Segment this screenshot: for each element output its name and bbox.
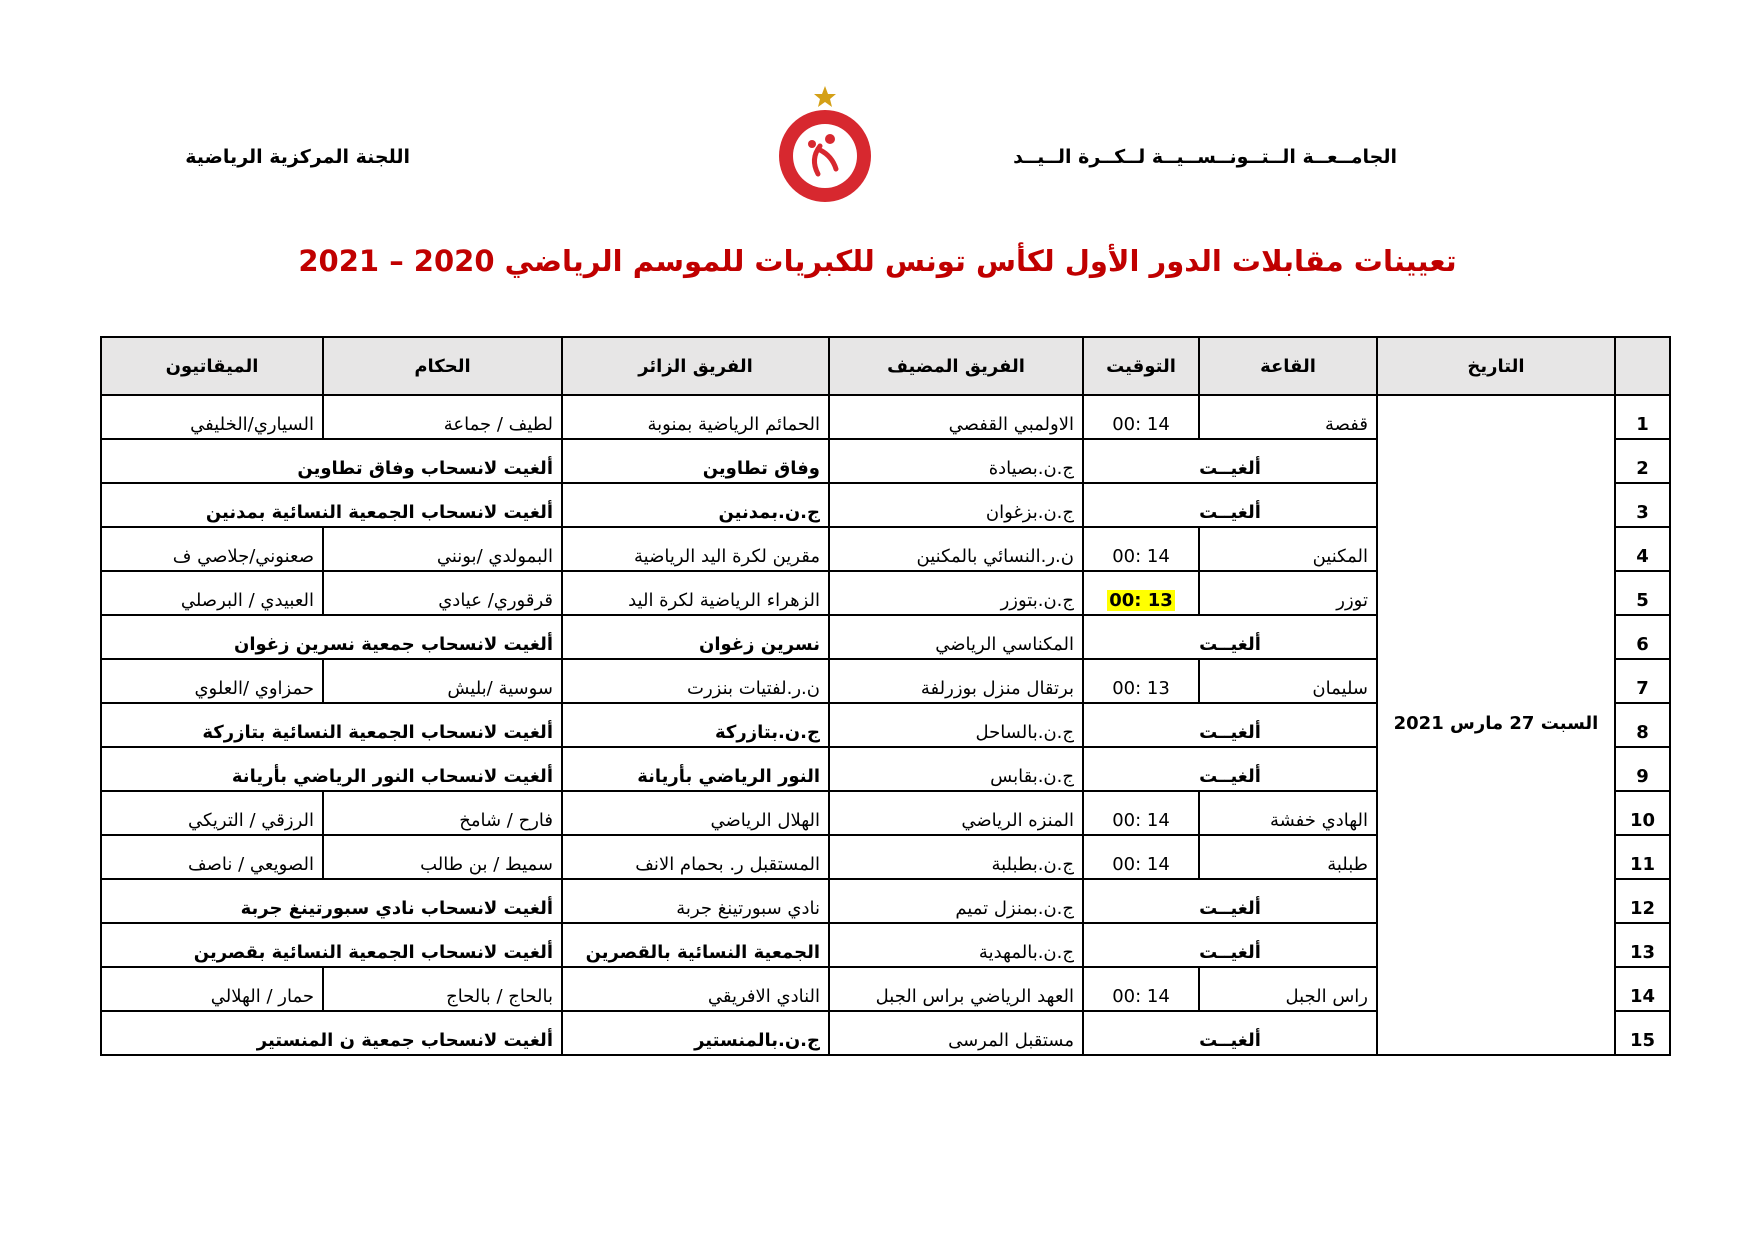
timekeepers: الصويعي / ناصف bbox=[101, 835, 323, 879]
referees: قرقوري/ عيادي bbox=[323, 571, 562, 615]
row-number: 2 bbox=[1615, 439, 1670, 483]
home-team: ج.ن.بصيادة bbox=[829, 439, 1083, 483]
time-value: 14 :00 bbox=[1112, 986, 1170, 1007]
home-team: برتقال منزل بوزرلفة bbox=[829, 659, 1083, 703]
row-number: 5 bbox=[1615, 571, 1670, 615]
referees: سميط / بن طالب bbox=[323, 835, 562, 879]
timekeepers: السياري/الخليفي bbox=[101, 395, 323, 439]
home-team: ج.ن.بمنزل تميم bbox=[829, 879, 1083, 923]
row-number: 13 bbox=[1615, 923, 1670, 967]
hall: توزر bbox=[1199, 571, 1377, 615]
table-row bbox=[101, 395, 1670, 439]
cancellation-note: ألغيت لانسحاب وفاق تطاوين bbox=[101, 439, 562, 483]
away-team: نادي سبورتينغ جربة bbox=[562, 879, 829, 923]
hall: سليمان bbox=[1199, 659, 1377, 703]
home-team: الاولمبي القفصي bbox=[829, 395, 1083, 439]
match-time bbox=[1083, 835, 1199, 879]
cancellation-note: ألغيت لانسحاب جمعية ن المنستير bbox=[101, 1011, 562, 1055]
hall: الهادي خفشة bbox=[1199, 791, 1377, 835]
time-value: 13 :00 bbox=[1109, 590, 1173, 611]
referees: فارح / شامخ bbox=[323, 791, 562, 835]
row-number: 6 bbox=[1615, 615, 1670, 659]
match-time bbox=[1083, 571, 1199, 615]
home-team: المنزه الرياضي bbox=[829, 791, 1083, 835]
away-team: الجمعية النسائية بالقصرين bbox=[562, 923, 829, 967]
home-team: ج.ن.بالمهدية bbox=[829, 923, 1083, 967]
row-number: 15 bbox=[1615, 1011, 1670, 1055]
row-number: 10 bbox=[1615, 791, 1670, 835]
match-date: السبت 27 مارس 2021 bbox=[1377, 395, 1615, 1055]
column-header: الفريق المضيف bbox=[829, 337, 1083, 395]
away-team: وفاق تطاوين bbox=[562, 439, 829, 483]
home-team: المكناسي الرياضي bbox=[829, 615, 1083, 659]
row-number: 12 bbox=[1615, 879, 1670, 923]
time-value: 14 :00 bbox=[1112, 854, 1170, 875]
cancellation-note: ألغيت لانسحاب نادي سبورتينغ جربة bbox=[101, 879, 562, 923]
hall: المكنين bbox=[1199, 527, 1377, 571]
match-time bbox=[1083, 659, 1199, 703]
federation-logo-icon bbox=[770, 84, 880, 206]
time-value: 14 :00 bbox=[1112, 546, 1170, 567]
home-team: ج.ن.بزغوان bbox=[829, 483, 1083, 527]
away-team: ج.ن.بتازركة bbox=[562, 703, 829, 747]
row-number: 8 bbox=[1615, 703, 1670, 747]
home-team: ن.ر.النسائي بالمكنين bbox=[829, 527, 1083, 571]
time-value: 14 :00 bbox=[1112, 414, 1170, 435]
match-time bbox=[1083, 791, 1199, 835]
timekeepers: الرزقي / التريكي bbox=[101, 791, 323, 835]
row-number: 9 bbox=[1615, 747, 1670, 791]
timekeepers: صعنوني/جلاصي ف bbox=[101, 527, 323, 571]
column-header: التاريخ bbox=[1377, 337, 1615, 395]
cancellation-note: ألغيت لانسحاب الجمعية النسائية بتازركة bbox=[101, 703, 562, 747]
cancelled-label: ألغيــت bbox=[1083, 483, 1377, 527]
column-header: الحكام bbox=[323, 337, 562, 395]
away-team: النادي الافريقي bbox=[562, 967, 829, 1011]
column-header: الفريق الزائر bbox=[562, 337, 829, 395]
home-team: العهد الرياضي براس الجبل bbox=[829, 967, 1083, 1011]
away-team: النور الرياضي بأريانة bbox=[562, 747, 829, 791]
cancellation-note: ألغيت لانسحاب الجمعية النسائية بمدنين bbox=[101, 483, 562, 527]
cancelled-label: ألغيــت bbox=[1083, 439, 1377, 483]
match-time bbox=[1083, 967, 1199, 1011]
match-time bbox=[1083, 395, 1199, 439]
row-number: 3 bbox=[1615, 483, 1670, 527]
row-number: 14 bbox=[1615, 967, 1670, 1011]
away-team: مقرين لكرة اليد الرياضية bbox=[562, 527, 829, 571]
column-header: الميقاتيون bbox=[101, 337, 323, 395]
federation-name: الجامــعــة الــتــونــســيــة لــكــرة الــيــد bbox=[1013, 146, 1397, 168]
hall: راس الجبل bbox=[1199, 967, 1377, 1011]
committee-name: اللجنة المركزية الرياضية bbox=[185, 146, 410, 168]
cancelled-label: ألغيــت bbox=[1083, 879, 1377, 923]
away-team: ن.ر.لفتيات بنزرت bbox=[562, 659, 829, 703]
cancellation-note: ألغيت لانسحاب النور الرياضي بأريانة bbox=[101, 747, 562, 791]
table-header-row bbox=[101, 337, 1670, 395]
row-number: 7 bbox=[1615, 659, 1670, 703]
hall: طبلبة bbox=[1199, 835, 1377, 879]
time-value: 13 :00 bbox=[1112, 678, 1170, 699]
hall: قفصة bbox=[1199, 395, 1377, 439]
cancellation-note: ألغيت لانسحاب جمعية نسرين زغوان bbox=[101, 615, 562, 659]
column-header bbox=[1615, 337, 1670, 395]
home-team: ج.ن.بتوزر bbox=[829, 571, 1083, 615]
away-team: الهلال الرياضي bbox=[562, 791, 829, 835]
cancelled-label: ألغيــت bbox=[1083, 615, 1377, 659]
away-team: الزهراء الرياضية لكرة اليد bbox=[562, 571, 829, 615]
cancellation-note: ألغيت لانسحاب الجمعية النسائية بقصرين bbox=[101, 923, 562, 967]
referees: لطيف / جماعة bbox=[323, 395, 562, 439]
home-team: ج.ن.بقابس bbox=[829, 747, 1083, 791]
referees: سوسية /بليش bbox=[323, 659, 562, 703]
timekeepers: العبيدي / البرصلي bbox=[101, 571, 323, 615]
away-team: ج.ن.بالمنستير bbox=[562, 1011, 829, 1055]
time-value: 14 :00 bbox=[1112, 810, 1170, 831]
row-number: 1 bbox=[1615, 395, 1670, 439]
cancelled-label: ألغيــت bbox=[1083, 747, 1377, 791]
home-team: ج.ن.بالساحل bbox=[829, 703, 1083, 747]
away-team: نسرين زغوان bbox=[562, 615, 829, 659]
column-header: القاعة bbox=[1199, 337, 1377, 395]
away-team: ج.ن.بمدنين bbox=[562, 483, 829, 527]
page-title: تعيينات مقابلات الدور الأول لكأس تونس للكبريات للموسم الرياضي 2020 – 2021 bbox=[298, 244, 1457, 278]
away-team: المستقبل ر. بحمام الانف bbox=[562, 835, 829, 879]
cancelled-label: ألغيــت bbox=[1083, 923, 1377, 967]
column-header: التوقيت bbox=[1083, 337, 1199, 395]
referees: بالحاج / بالحاج bbox=[323, 967, 562, 1011]
timekeepers: حمار / الهلالي bbox=[101, 967, 323, 1011]
cancelled-label: ألغيــت bbox=[1083, 1011, 1377, 1055]
match-time bbox=[1083, 527, 1199, 571]
home-team: مستقبل المرسى bbox=[829, 1011, 1083, 1055]
cancelled-label: ألغيــت bbox=[1083, 703, 1377, 747]
schedule-table bbox=[100, 336, 1671, 1056]
row-number: 4 bbox=[1615, 527, 1670, 571]
referees: البمولدي /بونني bbox=[323, 527, 562, 571]
timekeepers: حمزاوي /العلوي bbox=[101, 659, 323, 703]
row-number: 11 bbox=[1615, 835, 1670, 879]
home-team: ج.ن.بطبلبة bbox=[829, 835, 1083, 879]
away-team: الحمائم الرياضية بمنوبة bbox=[562, 395, 829, 439]
